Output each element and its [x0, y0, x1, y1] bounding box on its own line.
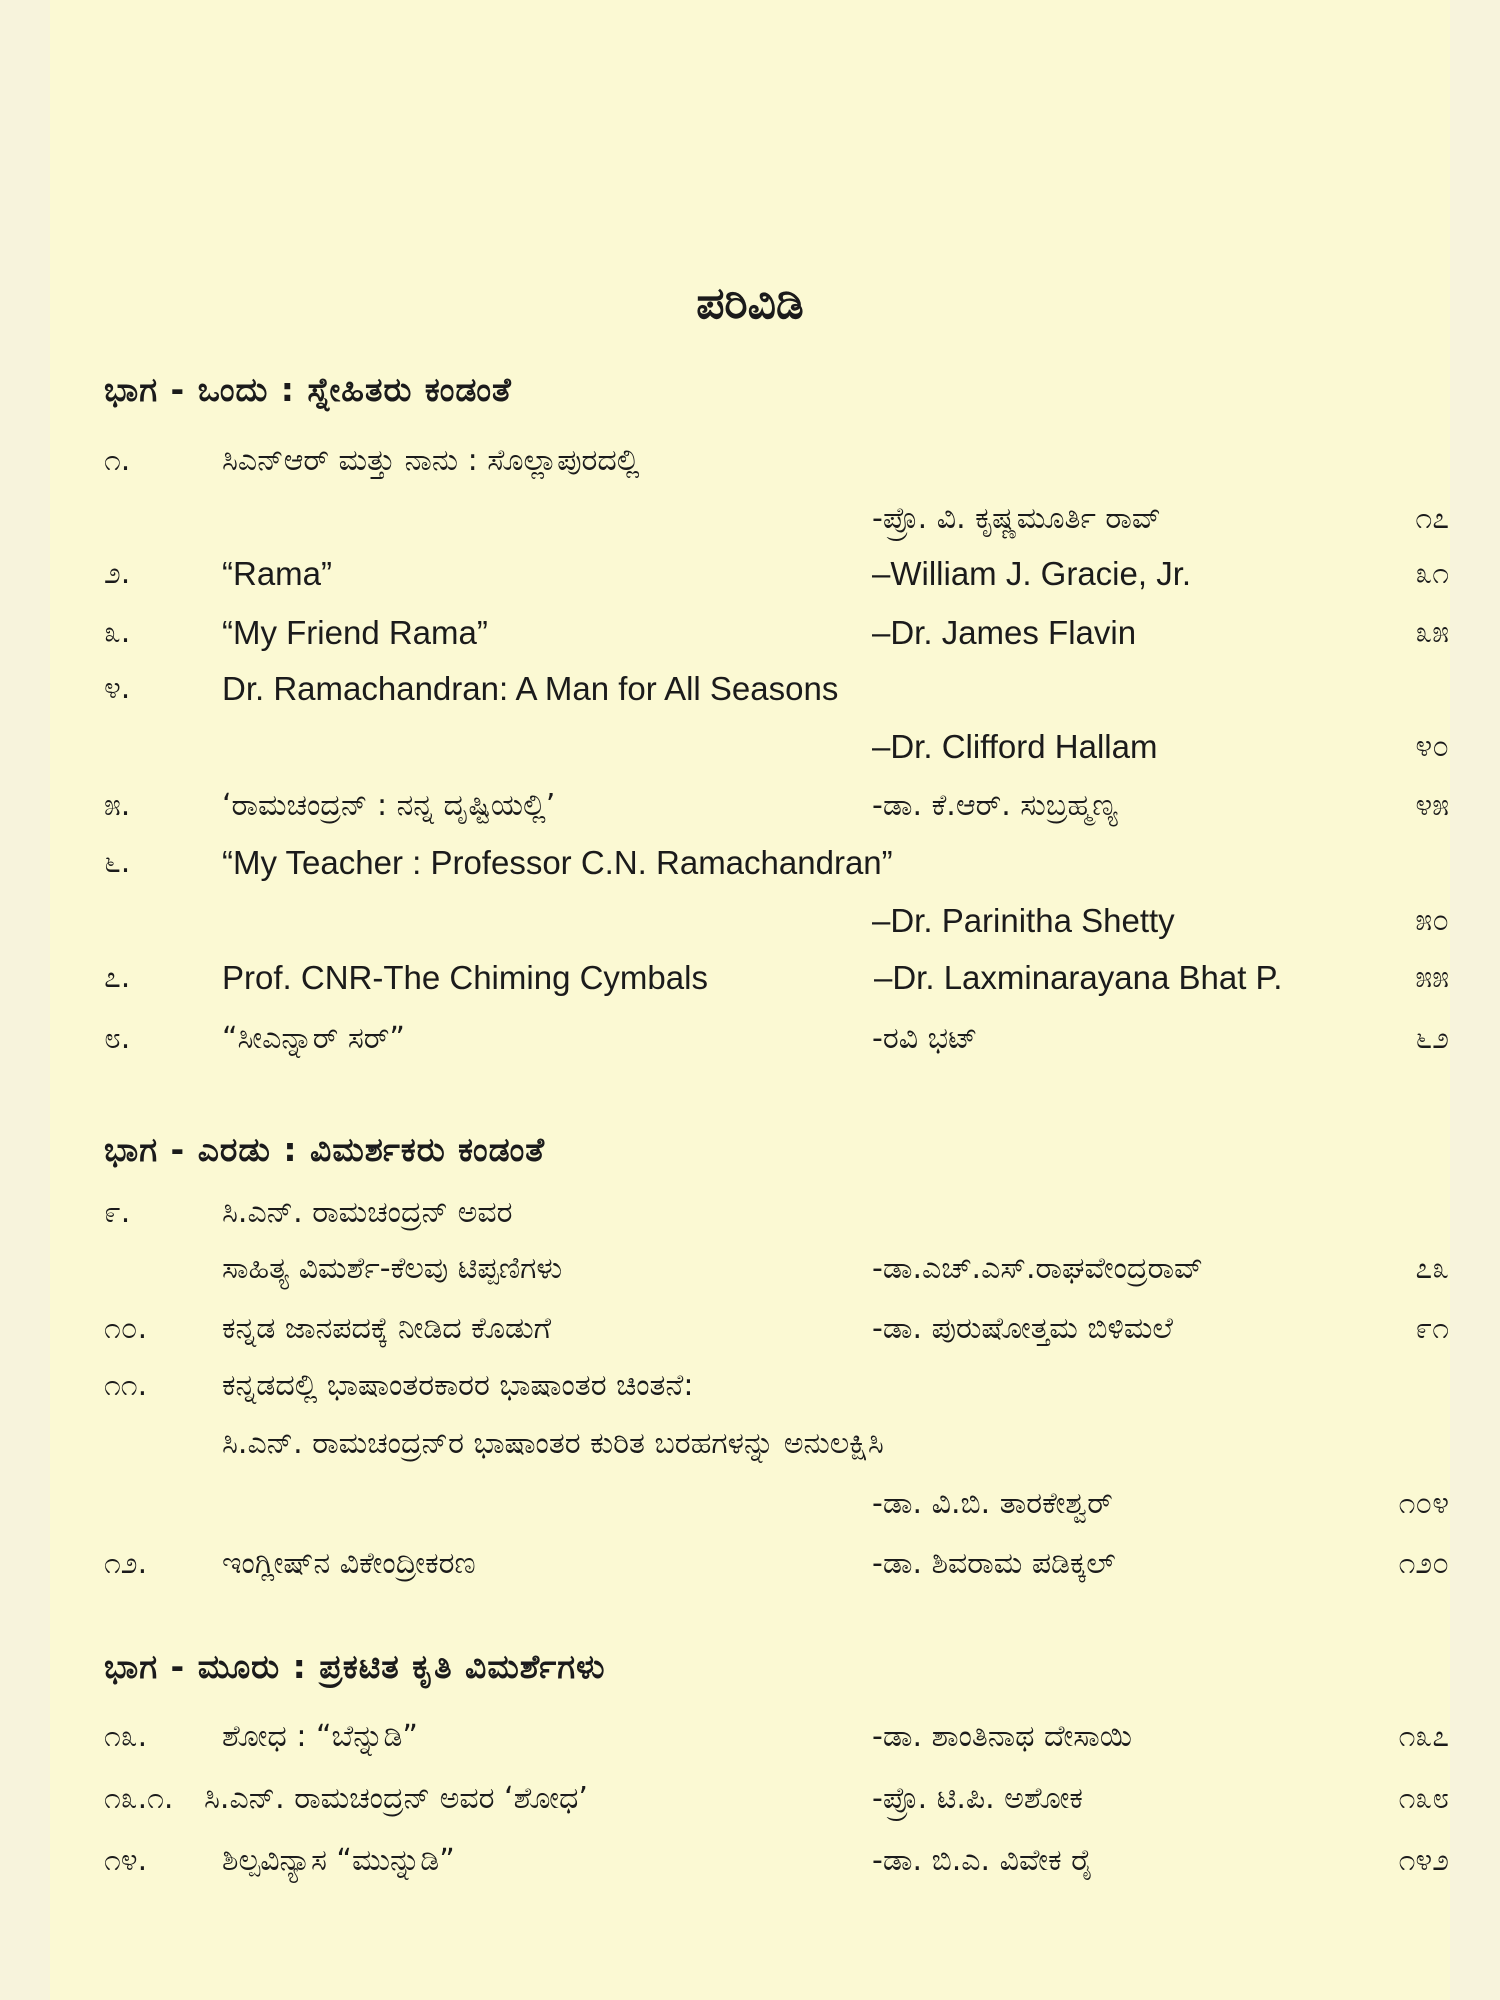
entry-number: ೮. — [104, 1021, 131, 1056]
entry-author: -ಪ್ರೊ. ಟಿ.ಪಿ. ಅಶೋಕ — [872, 1781, 1083, 1816]
entry-title: ಸಿಎನ್‌ಆರ್ ಮತ್ತು ನಾನು : ಸೊಲ್ಲಾಪುರದಲ್ಲಿ — [222, 443, 640, 478]
entry-author: -ಡಾ. ಕೆ.ಆರ್. ಸುಬ್ರಹ್ಮಣ್ಯ — [872, 788, 1118, 823]
entry-title: ‘ರಾಮಚಂದ್ರನ್ : ನನ್ನ ದೃಷ್ಟಿಯಲ್ಲಿ’ — [222, 788, 556, 823]
toc-entry — [104, 1774, 1449, 1824]
entry-author: –William J. Gracie, Jr. — [872, 555, 1192, 592]
entry-number: ೧೪. — [104, 1843, 148, 1878]
toc-entry — [104, 1836, 1449, 1886]
toc-entry — [104, 1712, 1449, 1762]
entry-page: ೧೭ — [1415, 501, 1449, 536]
toc-entry — [104, 436, 1449, 486]
toc-entry — [104, 664, 1449, 714]
entry-page: ೯೧ — [1415, 1311, 1449, 1346]
entry-title: ಸಾಹಿತ್ಯ ವಿಮರ್ಶೆ-ಕೆಲವು ಟಿಪ್ಪಣಿಗಳು — [222, 1251, 563, 1286]
entry-number: ೧೧. — [104, 1368, 148, 1403]
toc-entry — [104, 1361, 1449, 1411]
entry-author: -ರವಿ ಭಟ್ — [872, 1021, 978, 1056]
entry-page: ೧೩೮ — [1398, 1781, 1449, 1816]
entry-title: ಕನ್ನಡದಲ್ಲಿ ಭಾಷಾಂತರಕಾರರ ಭಾಷಾಂತರ ಚಿಂತನೆ: — [222, 1368, 694, 1403]
toc-entry — [104, 1539, 1449, 1589]
toc-entry — [104, 494, 1449, 544]
entry-title: “ಸೀಎನ್ನಾರ್ ಸರ್” — [222, 1021, 405, 1056]
toc-entry — [104, 953, 1449, 1003]
entry-number: ೧೨. — [104, 1546, 148, 1581]
entry-author: –Dr. Parinitha Shetty — [872, 902, 1175, 939]
entry-page: ೬೨ — [1415, 1021, 1449, 1056]
entry-author: -ಡಾ. ವಿ.ಬಿ. ತಾರಕೇಶ್ವರ್ — [872, 1486, 1113, 1521]
page-title: ಪರಿವಿಡಿ — [696, 278, 804, 329]
entry-number: ೧೦. — [104, 1311, 148, 1346]
entry-number: ೧೩. — [104, 1719, 148, 1754]
entry-page: ೩೧ — [1415, 556, 1449, 591]
entry-author: –Dr. Clifford Hallam — [872, 728, 1158, 765]
entry-page: ೭೩ — [1415, 1251, 1449, 1286]
section-heading-part-three: ಭಾಗ - ಮೂರು : ಪ್ರಕಟಿತ ಕೃತಿ ವಿಮರ್ಶೆಗಳು — [104, 1647, 606, 1686]
toc-entry — [104, 549, 1449, 599]
entry-page: ೪೫ — [1415, 788, 1449, 823]
toc-entry — [104, 1188, 1449, 1238]
entry-title: “My Teacher : Professor C.N. Ramachandran” — [222, 844, 893, 881]
entry-title: “Rama” — [222, 555, 333, 592]
toc-entry — [104, 1014, 1449, 1064]
entry-number: ೯. — [104, 1195, 131, 1230]
entry-author: -ಡಾ.ಎಚ್.ಎಸ್.ರಾಘವೇಂದ್ರರಾವ್ — [872, 1251, 1204, 1286]
entry-title: ಶೋಧ : “ಬೆನ್ನುಡಿ” — [222, 1719, 418, 1754]
entry-number: ೩. — [104, 615, 131, 650]
entry-author: –Dr. Laxminarayana Bhat P. — [874, 959, 1283, 996]
entry-title: ಶಿಲ್ಪವಿನ್ಯಾಸ “ಮುನ್ನುಡಿ” — [222, 1843, 455, 1878]
entry-author: -ಡಾ. ಶಾಂತಿನಾಥ ದೇಸಾಯಿ — [872, 1719, 1132, 1754]
entry-author: -ಪ್ರೊ. ವಿ. ಕೃಷ್ಣಮೂರ್ತಿ ರಾವ್ — [872, 501, 1161, 536]
entry-number: ೧೩.೧. — [104, 1781, 174, 1816]
toc-entry — [104, 1479, 1449, 1529]
toc-entry — [104, 722, 1449, 772]
entry-title: ಕನ್ನಡ ಜಾನಪದಕ್ಕೆ ನೀಡಿದ ಕೊಡುಗೆ — [222, 1311, 552, 1346]
entry-title: ಇಂಗ್ಲೀಷ್‌ನ ವಿಕೇಂದ್ರೀಕರಣ — [222, 1546, 476, 1581]
entry-number: ೬. — [104, 845, 131, 880]
entry-number: ೪. — [104, 671, 131, 706]
entry-page: ೩೫ — [1415, 615, 1449, 650]
entry-page: ೧೦೪ — [1398, 1486, 1449, 1521]
contents-page — [50, 0, 1450, 2000]
entry-title: ಸಿ.ಎನ್. ರಾಮಚಂದ್ರನ್ ಅವರ — [222, 1195, 513, 1230]
entry-title: Prof. CNR-The Chiming Cymbals — [222, 959, 708, 996]
section-heading-part-two: ಭಾಗ - ಎರಡು : ವಿಮರ್ಶಕರು ಕಂಡಂತೆ — [104, 1130, 546, 1169]
toc-entry — [104, 608, 1449, 658]
entry-number: ೭. — [104, 960, 131, 995]
entry-title: ಸಿ.ಎನ್. ರಾಮಚಂದ್ರನ್ ಅವರ ‘ಶೋಧ’ — [204, 1781, 588, 1816]
entry-author: -ಡಾ. ಬಿ.ಎ. ವಿವೇಕ ರೈ — [872, 1843, 1094, 1878]
toc-entry — [104, 1304, 1449, 1354]
entry-page: ೧೩೭ — [1398, 1719, 1449, 1754]
entry-title: Dr. Ramachandran: A Man for All Seasons — [222, 670, 839, 707]
entry-author: -ಡಾ. ಶಿವರಾಮ ಪಡಿಕ್ಕಲ್ — [872, 1546, 1116, 1581]
entry-author: -ಡಾ. ಪುರುಷೋತ್ತಮ ಬಿಳಿಮಲೆ — [872, 1311, 1174, 1346]
section-heading-part-one: ಭಾಗ - ಒಂದು : ಸ್ನೇಹಿತರು ಕಂಡಂತೆ — [104, 370, 512, 409]
entry-page: ೧೪೨ — [1398, 1843, 1449, 1878]
entry-page: ೫೦ — [1415, 903, 1449, 938]
entry-number: ೨. — [104, 556, 131, 591]
entry-title: ಸಿ.ಎನ್. ರಾಮಚಂದ್ರನ್‌ರ ಭಾಷಾಂತರ ಕುರಿತ ಬರಹಗಳನ್ನು ಅನುಲಕ್ಷಿಸಿ — [222, 1426, 884, 1461]
toc-entry — [104, 838, 1449, 888]
entry-number: ೧. — [104, 443, 131, 478]
toc-entry — [104, 1419, 1449, 1469]
entry-page: ೧೨೦ — [1398, 1546, 1449, 1581]
entry-page: ೪೦ — [1415, 729, 1449, 764]
toc-entry — [104, 896, 1449, 946]
entry-page: ೫೫ — [1415, 960, 1449, 995]
entry-title: “My Friend Rama” — [222, 614, 488, 651]
toc-entry — [104, 781, 1449, 831]
entry-author: –Dr. James Flavin — [872, 614, 1137, 651]
entry-number: ೫. — [104, 788, 131, 823]
toc-entry — [104, 1244, 1449, 1294]
